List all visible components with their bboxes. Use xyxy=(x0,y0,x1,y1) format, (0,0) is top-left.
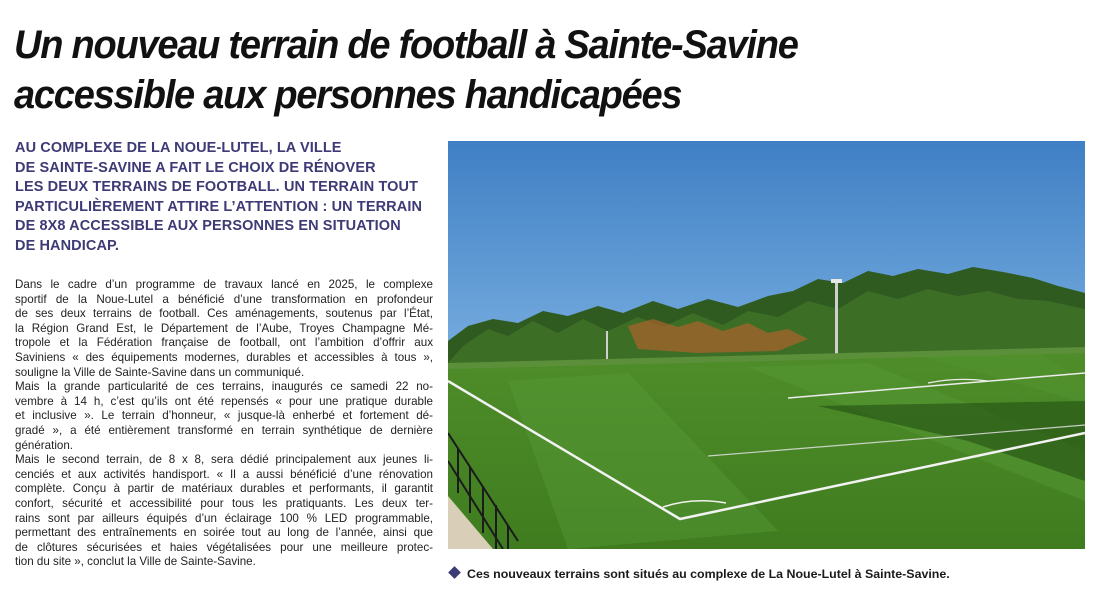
body-line: sportif de la Noue-Lutel a bénéficié d’une transformation en profondeur xyxy=(15,292,433,306)
body-line: rains sont par ailleurs équipés d’un éclairage 100 % LED programmable, xyxy=(15,511,433,525)
article-lead xyxy=(15,139,430,257)
body-line: Dans le cadre d’un programme de travaux lancé en 2025, le complexe xyxy=(15,278,433,291)
photo-caption xyxy=(450,567,1090,581)
article-body xyxy=(15,278,433,570)
body-line: complète. Conçu à partir de matériaux durables et performants, il garantit xyxy=(15,482,433,496)
lead-line: DE SAINTE-SAVINE A FAIT LE CHOIX DE RÉNOVER xyxy=(15,159,376,176)
headline xyxy=(14,20,1084,120)
body-line: et inclusive ». Le terrain d’honneur, « jusque-là enherbé et fortement dé- xyxy=(15,409,433,423)
body-line: permettant des entraînements en soirée tout au long de l’année, ainsi que xyxy=(15,526,433,540)
body-line: Saviniens « des équipements modernes, durables et accessibles à tous », xyxy=(15,350,433,364)
body-line: la Région Grand Est, le Département de l’Aube, Troyes Champagne Mé- xyxy=(15,321,433,335)
body-line: cenciés et aux activités handisport. « Il a aussi bénéficié d’une rénovation xyxy=(15,467,433,481)
lead-line: DE 8X8 ACCESSIBLE AUX PERSONNES EN SITUATION xyxy=(15,218,401,235)
body-line: souligne la Ville de Sainte-Savine dans un communiqué. xyxy=(15,365,305,379)
body-line: Mais le second terrain, de 8 x 8, sera dédié principalement aux jeunes li- xyxy=(15,453,433,467)
body-line: génération. xyxy=(15,438,74,452)
lead-line: LES DEUX TERRAINS DE FOOTBALL. UN TERRAIN TOUT xyxy=(15,179,419,196)
body-line: de ses deux terrains de football. Ces aménagements, soutenus par l’État, xyxy=(15,307,433,321)
body-line: tion du site », conclut la Ville de Sainte-Savine. xyxy=(15,555,256,569)
diamond-bullet-icon xyxy=(448,566,461,579)
headline-line: Un nouveau terrain de football à Sainte-Savine xyxy=(14,23,798,67)
lead-line: DE HANDICAP. xyxy=(15,237,120,254)
body-line: vembre à 14 h, c’est qu’ils ont été repensés « pour une pratique durable xyxy=(15,394,433,408)
body-line: tropole et la Fédération française de football, ont l’ambition d’offrir aux xyxy=(15,336,433,350)
body-line: de clôtures sécurisées et haies végétalisées pour une meilleure protec- xyxy=(15,540,433,554)
headline-line: accessible aux personnes handicapées xyxy=(14,73,682,117)
body-line: confort, sécurité et accessibilité pour tous les pratiquants. Les deux ter- xyxy=(15,496,433,510)
lead-line: AU COMPLEXE DE LA NOUE-LUTEL, LA VILLE xyxy=(15,140,342,156)
lead-line: PARTICULIÈREMENT ATTIRE L’ATTENTION : UN TERRAIN xyxy=(15,198,423,215)
caption-text: Ces nouveaux terrains sont situés au complexe de La Noue-Lutel à Sainte-Savine. xyxy=(467,567,950,581)
body-line: Mais la grande particularité de ces terrains, inaugurés ce samedi 22 no- xyxy=(15,380,433,394)
stadium-photo xyxy=(448,141,1085,549)
body-line: gradé », a été entièrement transformé en terrain synthétique de dernière xyxy=(15,423,433,437)
